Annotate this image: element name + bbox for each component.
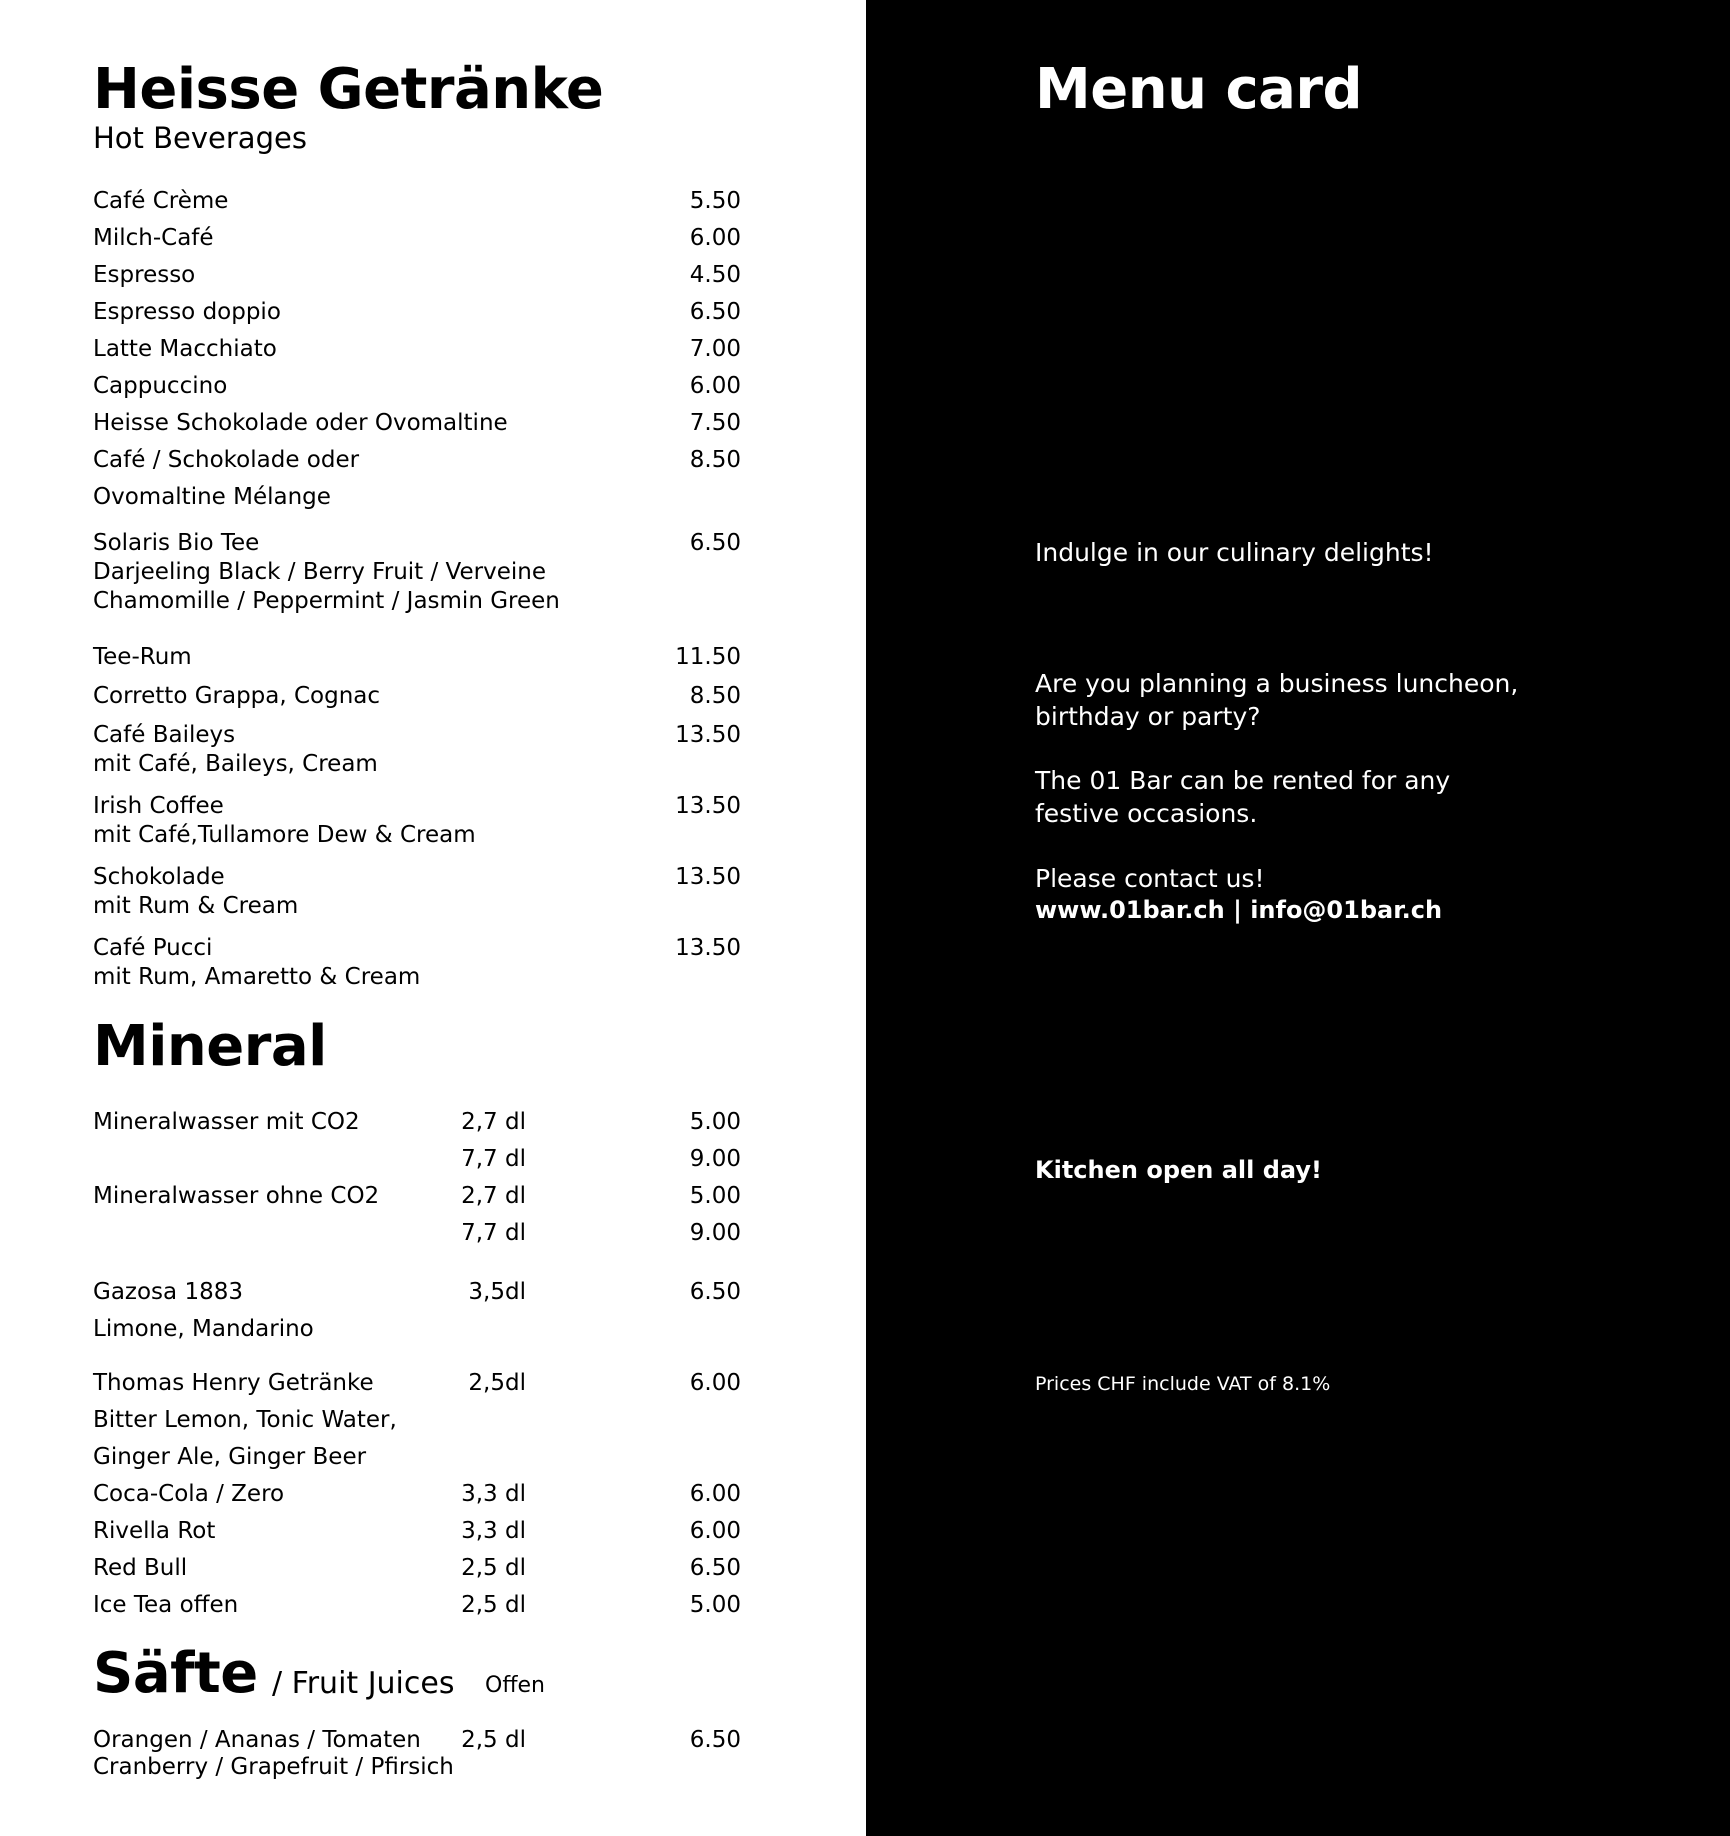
menu-item-description: Ginger Ale, Ginger Beer	[93, 1444, 367, 1470]
menu-item-name: Rivella Rot	[93, 1518, 216, 1544]
menu-item-volume: 2,5dl	[468, 1370, 526, 1396]
menu-item-price: 4.50	[689, 262, 741, 288]
menu-item-name: Tee-Rum	[93, 644, 192, 670]
menu-item-name: Gazosa 1883	[93, 1279, 243, 1305]
menu-item-volume: 7,7 dl	[461, 1220, 526, 1246]
mineral-title: Mineral	[93, 1014, 327, 1079]
menu-item-price: 13.50	[675, 722, 741, 748]
menu-item-name: Café Baileys	[93, 722, 236, 748]
menu-item-price: 13.50	[675, 864, 741, 890]
menu-item-description: Cranberry / Grapefruit / Pfirsich	[93, 1754, 454, 1780]
menu-item-description: mit Rum & Cream	[93, 893, 299, 919]
menu-item-name: Solaris Bio Tee	[93, 530, 260, 556]
menu-item-volume: 7,7 dl	[461, 1146, 526, 1172]
menu-item-volume: 2,5 dl	[461, 1592, 526, 1618]
menu-item-price: 7.00	[689, 336, 741, 362]
menu-item-price: 8.50	[689, 447, 741, 473]
menu-item-price: 5.00	[689, 1109, 741, 1135]
menu-item-name: Espresso doppio	[93, 299, 281, 325]
hot-beverages-subtitle: Hot Beverages	[93, 121, 307, 155]
menu-item-name: Ovomaltine Mélange	[93, 484, 331, 510]
menu-item-price: 6.50	[689, 1555, 741, 1581]
contact-text: Please contact us!	[1035, 864, 1265, 893]
menu-item-price: 13.50	[675, 793, 741, 819]
menu-item-price: 6.00	[689, 1481, 741, 1507]
menu-item-price: 6.50	[689, 1727, 741, 1753]
menu-item-volume: 3,3 dl	[461, 1518, 526, 1544]
menu-item-name: Mineralwasser mit CO2	[93, 1109, 360, 1135]
menu-item-name: Café Crème	[93, 188, 229, 214]
menu-item-name: Mineralwasser ohne CO2	[93, 1183, 380, 1209]
juices-tag: Offen	[485, 1673, 545, 1698]
menu-item-price: 5.00	[689, 1592, 741, 1618]
menu-item-description: mit Café,Tullamore Dew & Cream	[93, 822, 476, 848]
menu-item-volume: 2,5 dl	[461, 1555, 526, 1581]
menu-card-title: Menu card	[1035, 57, 1363, 122]
menu-item-name: Heisse Schokolade oder Ovomaltine	[93, 410, 508, 436]
menu-item-price: 5.00	[689, 1183, 741, 1209]
planning-text: Are you planning a business luncheon, birthday or party?	[1035, 669, 1519, 731]
menu-item-price: 6.50	[689, 530, 741, 556]
menu-item-description: mit Rum, Amaretto & Cream	[93, 964, 421, 990]
menu-item-price: 6.00	[689, 373, 741, 399]
menu-item-price: 6.00	[689, 225, 741, 251]
menu-item-name: Ice Tea offen	[93, 1592, 239, 1618]
menu-item-name: Latte Macchiato	[93, 336, 277, 362]
vat-note: Prices CHF include VAT of 8.1%	[1035, 1373, 1331, 1395]
menu-item-price: 6.00	[689, 1370, 741, 1396]
menu-item-price: 7.50	[689, 410, 741, 436]
menu-item-name: Café / Schokolade oder	[93, 447, 360, 473]
menu-item-description: Limone, Mandarino	[93, 1316, 314, 1342]
menu-item-price: 11.50	[675, 644, 741, 670]
menu-item-price: 6.00	[689, 1518, 741, 1544]
menu-item-description: Bitter Lemon, Tonic Water,	[93, 1407, 397, 1433]
contact-links[interactable]: www.01bar.ch | info@01bar.ch	[1035, 896, 1443, 924]
rent-text: The 01 Bar can be rented for any festive occasions.	[1035, 766, 1451, 828]
kitchen-text: Kitchen open all day!	[1035, 1156, 1322, 1184]
menu-item-description: Darjeeling Black / Berry Fruit / Verveine	[93, 559, 546, 585]
menu-item-name: Orangen / Ananas / Tomaten	[93, 1727, 421, 1753]
menu-item-name: Coca-Cola / Zero	[93, 1481, 285, 1507]
menu-item-volume: 3,3 dl	[461, 1481, 526, 1507]
menu-item-name: Schokolade	[93, 864, 225, 890]
menu-item-volume: 2,7 dl	[461, 1183, 526, 1209]
menu-item-description: mit Café, Baileys, Cream	[93, 751, 378, 777]
hot-beverages-title: Heisse Getränke	[93, 57, 604, 122]
menu-item-volume: 2,5 dl	[461, 1727, 526, 1753]
menu-item-price: 6.50	[689, 299, 741, 325]
menu-item-name: Thomas Henry Getränke	[93, 1370, 374, 1396]
menu-item-price: 9.00	[689, 1220, 741, 1246]
juices-subtitle: / Fruit Juices	[272, 1666, 455, 1701]
menu-item-volume: 2,7 dl	[461, 1109, 526, 1135]
menu-item-volume: 3,5dl	[468, 1279, 526, 1305]
menu-item-name: Corretto Grappa, Cognac	[93, 683, 381, 709]
menu-item-name: Irish Coffee	[93, 793, 224, 819]
menu-item-price: 6.50	[689, 1279, 741, 1305]
menu-item-name: Milch-Café	[93, 225, 214, 251]
menu-item-price: 9.00	[689, 1146, 741, 1172]
menu-item-name: Café Pucci	[93, 935, 213, 961]
juices-title: Säfte	[93, 1641, 258, 1706]
indulge-text: Indulge in our culinary delights!	[1035, 538, 1434, 567]
menu-item-description: Chamomille / Peppermint / Jasmin Green	[93, 588, 560, 614]
menu-item-name: Espresso	[93, 262, 196, 288]
menu-item-price: 5.50	[689, 188, 741, 214]
menu-item-name: Cappuccino	[93, 373, 228, 399]
info-panel	[866, 0, 1730, 1836]
menu-item-name: Red Bull	[93, 1555, 188, 1581]
menu-item-price: 13.50	[675, 935, 741, 961]
menu-item-price: 8.50	[689, 683, 741, 709]
